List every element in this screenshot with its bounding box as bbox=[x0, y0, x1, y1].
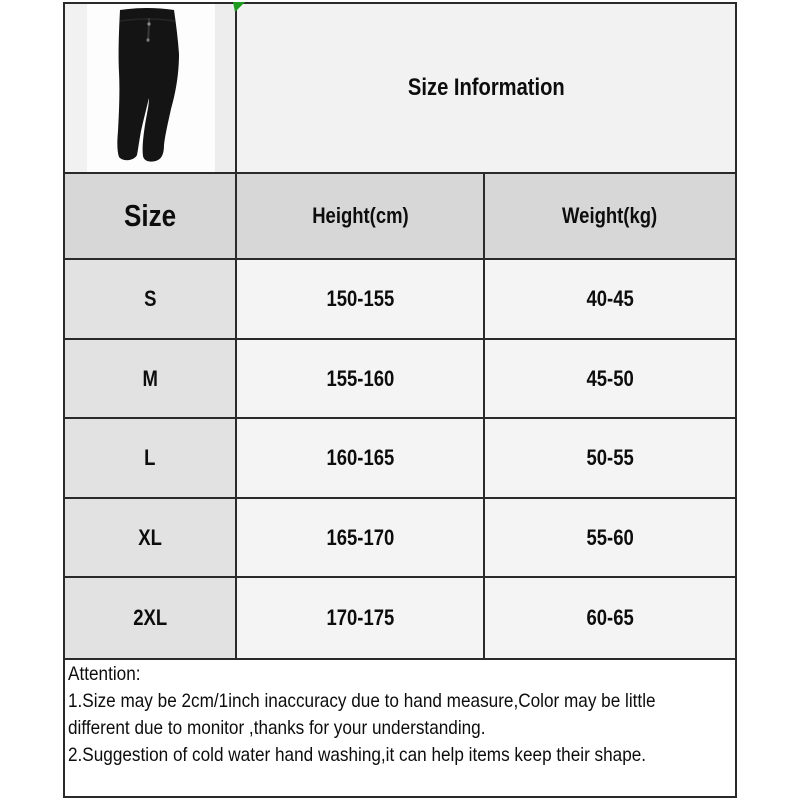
size-cell: XL bbox=[65, 499, 235, 576]
page-title: Size Information bbox=[407, 74, 565, 101]
size-cell: L bbox=[65, 419, 235, 497]
black-pants-image bbox=[65, 4, 235, 172]
attention-notes-box bbox=[63, 660, 737, 798]
weight-cell: 40-45 bbox=[485, 260, 735, 338]
height-cell: 150-155 bbox=[237, 260, 483, 338]
size-cell: M bbox=[65, 340, 235, 417]
column-header-size: Size bbox=[65, 174, 235, 258]
attention-heading: Attention: bbox=[68, 663, 141, 685]
product-photo-cell bbox=[65, 4, 235, 172]
height-cell: 160-165 bbox=[237, 419, 483, 497]
column-header-weight: Weight(kg) bbox=[485, 174, 735, 258]
attention-line: 1.Size may be 2cm/1inch inaccuracy due to hand measure,Color may be little bbox=[68, 690, 656, 712]
size-cell: 2XL bbox=[65, 578, 235, 658]
weight-cell: 50-55 bbox=[485, 419, 735, 497]
attention-line: different due to monitor ,thanks for your understanding. bbox=[68, 717, 486, 739]
height-cell: 155-160 bbox=[237, 340, 483, 417]
weight-cell: 55-60 bbox=[485, 499, 735, 576]
height-cell: 165-170 bbox=[237, 499, 483, 576]
size-information-title-cell bbox=[237, 4, 735, 172]
weight-cell: 45-50 bbox=[485, 340, 735, 417]
size-table bbox=[63, 2, 737, 660]
weight-cell: 60-65 bbox=[485, 578, 735, 658]
height-cell: 170-175 bbox=[237, 578, 483, 658]
attention-line: 2.Suggestion of cold water hand washing,it can help items keep their shape. bbox=[68, 744, 647, 766]
size-cell: S bbox=[65, 260, 235, 338]
size-chart-sheet bbox=[63, 2, 737, 766]
column-header-height: Height(cm) bbox=[237, 174, 483, 258]
